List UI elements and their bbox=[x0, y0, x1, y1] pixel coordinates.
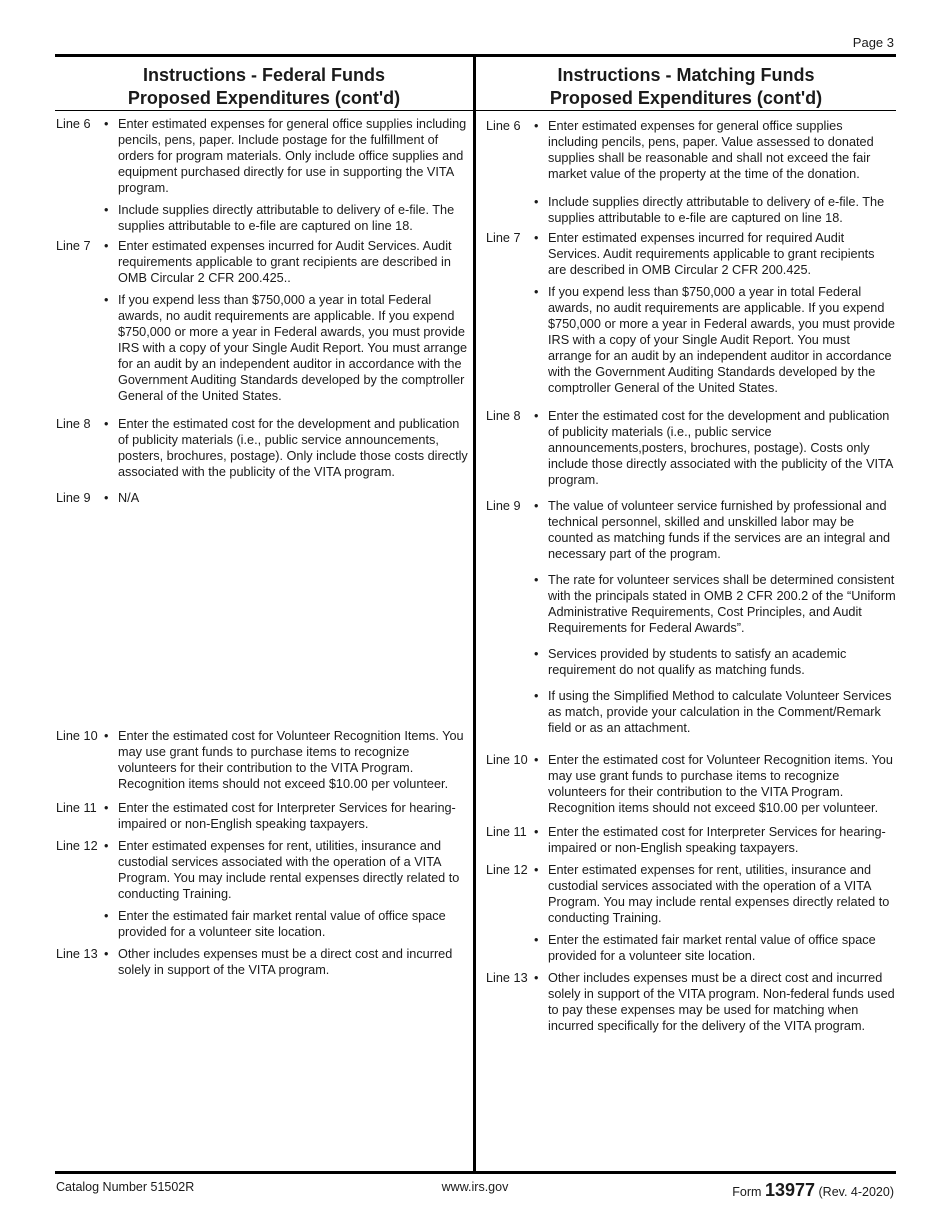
line-label: Line 9 bbox=[56, 491, 91, 505]
matching-line-13 bbox=[486, 970, 896, 1034]
matching-line-9-sub-students: • Services provided by students to satisfy an academic requirement do not qualify as matching funds. bbox=[486, 646, 896, 678]
matching-line-9 bbox=[486, 498, 896, 562]
matching-line-6 bbox=[486, 118, 896, 182]
line-label: Line 6 bbox=[486, 119, 521, 133]
matching-line-6-sub: • Include supplies directly attributable to delivery of e-file. The supplies attributable to e-file are captured on line 18. bbox=[486, 194, 896, 226]
line-text: • Enter the estimated cost for Volunteer Recognition Items. You may use grant funds to purchase items to recognize volunteers for their contribution to the VITA Program. Recognition items should not exceed $10.00 per volunteer. bbox=[118, 728, 470, 792]
website-link: www.irs.gov bbox=[441, 1180, 509, 1194]
federal-heading-line1: Instructions - Federal Funds bbox=[142, 65, 386, 85]
line-label: Line 7 bbox=[56, 239, 91, 253]
line-label: Line 12 bbox=[56, 839, 98, 853]
matching-funds-column bbox=[486, 116, 896, 1034]
federal-line-7-sub: • If you expend less than $750,000 a year in total Federal awards, no audit requirements are applicable. If you expend $750,000 or more a year in Federal awards, you must provide IRS with a copy of your Single Audit Report. You must arrange for an audit by an independent auditor in accordance with the Government Auditing Standards developed by the comptroller General of the United States. bbox=[56, 292, 470, 404]
line-text: • Enter the estimated cost for the development and publication of publicity materials (i.e., public service announcements, posters, brochures, postage). Only include those costs directly associated with the publicity of the VITA program. bbox=[118, 416, 470, 480]
form-number: 13977 bbox=[764, 1180, 816, 1200]
bottom-rule bbox=[55, 1171, 896, 1174]
form-identifier bbox=[732, 1180, 894, 1201]
matching-line-12-sub: • Enter the estimated fair market rental value of office space provided for a volunteer site location. bbox=[486, 932, 896, 964]
matching-line-12 bbox=[486, 862, 896, 926]
line-text: • Other includes expenses must be a direct cost and incurred solely in support of the VITA program. bbox=[118, 946, 470, 978]
line-text: • Enter estimated expenses for general office supplies including pencils, pens, paper. Value assessed to donated supplies shall be reasonable and shall not exceed the fair market value of the property at the time of the donation. bbox=[548, 118, 896, 182]
line-label: Line 13 bbox=[56, 947, 98, 961]
line-label: Line 10 bbox=[486, 753, 528, 767]
line-text: • The value of volunteer service furnished by professional and technical personnel, skilled and unskilled labor may be counted as matching funds if the services are an integral and necessary part of the program. bbox=[548, 498, 896, 562]
form-prefix: Form bbox=[732, 1185, 762, 1199]
line-text: • Enter estimated expenses for general office supplies including pencils, pens, paper. Include postage for the fulfillment of orders for program materials. Only include office supplies and equipment purchased directly for use in supporting the VITA program. bbox=[118, 116, 470, 196]
matching-line-11 bbox=[486, 824, 896, 856]
line-text: • Enter estimated expenses for rent, utilities, insurance and custodial services associated with the operation of a VITA Program. You may include rental expenses directly related to conducting Training. bbox=[548, 862, 896, 926]
line-label: Line 12 bbox=[486, 863, 528, 877]
line-label: Line 8 bbox=[56, 417, 91, 431]
line-text: • Enter the estimated cost for Interpreter Services for hearing-impaired or non-English speaking taxpayers. bbox=[548, 824, 896, 856]
line-text: • Enter estimated expenses for rent, utilities, insurance and custodial services associated with the operation of a VITA Program. You may include rental expenses directly related to conducting Training. bbox=[118, 838, 470, 902]
federal-line-13 bbox=[56, 946, 470, 978]
matching-line-9-sub-rate: • The rate for volunteer services shall be determined consistent with the principals stated in OMB 2 CFR 200.2 of the “Uniform Administrative Requirements, Cost Principles, and Audit Requirements for Federal Awards”. bbox=[486, 572, 896, 636]
line-label: Line 7 bbox=[486, 231, 521, 245]
line-label: Line 6 bbox=[56, 117, 91, 131]
line-label: Line 13 bbox=[486, 971, 528, 985]
federal-line-12-sub: • Enter the estimated fair market rental value of office space provided for a volunteer site location. bbox=[56, 908, 470, 940]
page-number: Page 3 bbox=[852, 35, 894, 50]
line-text: • Enter the estimated cost for Interpreter Services for hearing- impaired or non-English speaking taxpayers. bbox=[118, 800, 470, 832]
federal-line-6 bbox=[56, 116, 470, 196]
matching-line-7 bbox=[486, 230, 896, 278]
matching-line-8 bbox=[486, 408, 896, 488]
form-revision: (Rev. 4-2020) bbox=[818, 1185, 894, 1199]
line-label: Line 10 bbox=[56, 729, 98, 743]
line-text: • N/A bbox=[118, 490, 470, 506]
line-text: • Enter the estimated cost for Volunteer Recognition items. You may use grant funds to purchase items to recognize volunteers for their contribution to the VITA Program. Recognition items should not exceed $10.00 per volunteer. bbox=[548, 752, 896, 816]
line-text: • Enter estimated expenses incurred for Audit Services. Audit requirements applicable to grant recipients are described in OMB Circular 2 CFR 200.425.. bbox=[118, 238, 470, 286]
column-divider bbox=[473, 54, 476, 1173]
matching-line-9-sub-simplified: • If using the Simplified Method to calculate Volunteer Services as match, provide your calculation in the Comment/Remark field or as an attachment. bbox=[486, 688, 896, 736]
federal-line-10 bbox=[56, 728, 470, 792]
line-label: Line 11 bbox=[56, 801, 97, 815]
line-text: • Other includes expenses must be a direct cost and incurred solely in support of the VITA program. Non-federal funds used to pay these expenses may be used for matching when incurred specifically for the delivery of the VITA program. bbox=[548, 970, 896, 1034]
federal-funds-heading bbox=[55, 64, 473, 110]
matching-line-10 bbox=[486, 752, 896, 816]
federal-line-7 bbox=[56, 238, 470, 286]
matching-line-7-sub: • If you expend less than $750,000 a year in total Federal awards, no audit requirements are applicable. If you expend $750,000 or more a year in Federal awards, you must provide IRS with a copy of your Single Audit Report. You must arrange for an audit by an independent auditor in accordance with the Government Auditing Standards developed by the comptroller General of the United States. bbox=[486, 284, 896, 396]
line-label: Line 8 bbox=[486, 409, 521, 423]
line-text: • Enter the estimated cost for the development and publication of publicity materials (i.e., public service announcements,posters, brochures, postage). Costs only include those directly associated with the publicity of the VITA program. bbox=[548, 408, 896, 488]
federal-line-6-sub: • Include supplies directly attributable to delivery of e-file. The supplies attributable to e-file are captured on line 18. bbox=[56, 202, 470, 234]
catalog-number: Catalog Number 51502R bbox=[56, 1180, 195, 1194]
federal-line-12 bbox=[56, 838, 470, 902]
matching-heading-line1: Instructions - Matching Funds bbox=[557, 65, 815, 85]
line-label: Line 9 bbox=[486, 499, 521, 513]
line-label: Line 11 bbox=[486, 825, 527, 839]
matching-heading-line2: Proposed Expenditures (cont'd) bbox=[549, 88, 823, 108]
federal-line-9 bbox=[56, 490, 470, 506]
matching-funds-heading bbox=[476, 64, 896, 110]
federal-funds-column bbox=[56, 116, 470, 978]
federal-line-11 bbox=[56, 800, 470, 832]
federal-heading-line2: Proposed Expenditures (cont'd) bbox=[127, 88, 401, 108]
line-text: • Enter estimated expenses incurred for required Audit Services. Audit requirements applicable to grant recipients are described in OMB Circular 2 CFR 200.425. bbox=[548, 230, 896, 278]
federal-line-8 bbox=[56, 416, 470, 480]
